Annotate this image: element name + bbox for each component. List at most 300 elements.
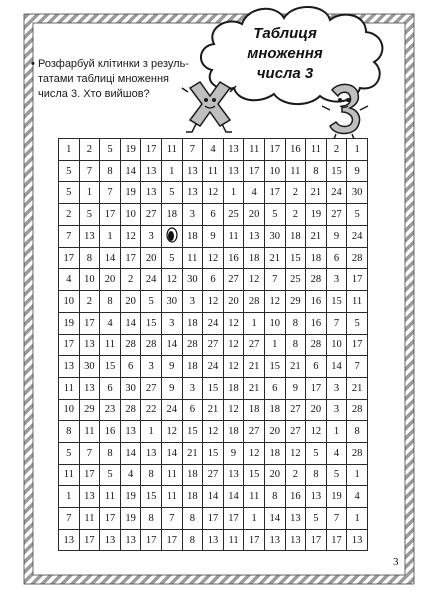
grid-cell[interactable]: 28 [120,399,141,421]
grid-cell[interactable]: 7 [182,139,203,161]
grid-cell[interactable]: 12 [223,356,244,378]
grid-cell[interactable]: 28 [306,269,327,291]
grid-cell[interactable]: 11 [100,486,121,508]
grid-cell[interactable]: 17 [306,377,327,399]
grid-cell[interactable]: 11 [161,464,182,486]
grid-cell[interactable]: 3 [141,356,162,378]
grid-cell[interactable]: 8 [306,160,327,182]
grid-cell[interactable]: 20 [100,269,121,291]
grid-cell[interactable]: 30 [79,356,100,378]
grid-cell[interactable]: 11 [161,486,182,508]
grid-cell[interactable]: 17 [161,529,182,551]
grid-cell[interactable]: 5 [264,204,285,226]
grid-cell[interactable]: 19 [120,508,141,530]
grid-cell[interactable]: 12 [203,247,224,269]
grid-cell[interactable]: 13 [306,486,327,508]
grid-cell[interactable]: 14 [120,160,141,182]
grid-cell[interactable]: 13 [244,225,265,247]
grid-cell[interactable]: 11 [347,291,368,313]
grid-cell[interactable]: 11 [223,529,244,551]
grid-cell[interactable]: 2 [285,204,306,226]
grid-cell[interactable]: 2 [326,139,347,161]
grid-cell[interactable]: 3 [326,377,347,399]
grid-cell[interactable]: 18 [182,464,203,486]
grid-cell[interactable]: 27 [223,269,244,291]
grid-cell[interactable]: 13 [141,182,162,204]
grid-cell[interactable]: 12 [244,269,265,291]
grid-cell[interactable]: 2 [59,204,80,226]
grid-cell[interactable]: 4 [100,312,121,334]
grid-cell[interactable]: 16 [306,291,327,313]
grid-cell[interactable]: 28 [141,334,162,356]
grid-cell[interactable]: 4 [347,486,368,508]
grid-cell[interactable]: 18 [285,225,306,247]
grid-cell[interactable]: 20 [306,399,327,421]
grid-cell[interactable]: 19 [326,486,347,508]
grid-cell[interactable]: 13 [59,356,80,378]
grid-cell[interactable]: 21 [182,442,203,464]
grid-cell[interactable]: 14 [203,486,224,508]
grid-cell[interactable]: 9 [347,160,368,182]
grid-cell[interactable]: 15 [100,356,121,378]
grid-cell[interactable]: 12 [203,182,224,204]
grid-cell[interactable]: 10 [264,160,285,182]
grid-cell[interactable]: 13 [59,529,80,551]
grid-cell[interactable]: 10 [264,312,285,334]
grid-cell[interactable]: 1 [141,421,162,443]
grid-cell[interactable]: 14 [223,486,244,508]
grid-cell[interactable]: 9 [161,356,182,378]
grid-cell[interactable]: 14 [120,312,141,334]
grid-cell[interactable]: 1 [223,182,244,204]
grid-cell[interactable]: 3 [326,269,347,291]
grid-cell[interactable]: 20 [223,291,244,313]
grid-cell[interactable]: 3 [161,312,182,334]
grid-cell[interactable]: 22 [141,399,162,421]
grid-cell[interactable]: 8 [100,291,121,313]
grid-cell[interactable]: 1 [326,421,347,443]
grid-cell[interactable]: 5 [326,464,347,486]
grid-cell[interactable]: 16 [223,247,244,269]
grid-cell[interactable]: 15 [141,312,162,334]
grid-cell[interactable]: 20 [141,247,162,269]
grid-cell[interactable]: 18 [244,399,265,421]
grid-cell[interactable]: 7 [59,508,80,530]
grid-cell[interactable]: 18 [244,247,265,269]
grid-cell[interactable]: 11 [100,334,121,356]
grid-cell[interactable]: 24 [161,399,182,421]
grid-cell[interactable]: 24 [203,356,224,378]
grid-cell[interactable]: 27 [244,334,265,356]
grid-cell[interactable]: 8 [182,508,203,530]
grid-cell[interactable]: 14 [161,334,182,356]
grid-cell[interactable]: 7 [161,508,182,530]
grid-row [59,312,368,334]
grid-cell[interactable]: 12 [244,442,265,464]
grid-cell[interactable]: 15 [182,421,203,443]
grid-cell[interactable]: 13 [79,486,100,508]
grid-cell[interactable]: 17 [120,247,141,269]
grid-cell[interactable]: 1 [244,508,265,530]
grid-cell[interactable]: 1 [347,508,368,530]
grid-cell[interactable]: 23 [100,399,121,421]
grid-cell[interactable]: 30 [182,269,203,291]
grid-cell[interactable]: 6 [100,377,121,399]
grid-cell[interactable]: 11 [79,508,100,530]
grid-cell[interactable]: 4 [326,442,347,464]
grid-cell[interactable]: 13 [120,529,141,551]
grid-cell[interactable]: 13 [203,529,224,551]
grid-row [59,334,368,356]
grid-cell[interactable]: 3 [141,225,162,247]
grid-cell[interactable]: 11 [161,139,182,161]
grid-cell[interactable]: 6 [203,269,224,291]
grid-cell[interactable]: 13 [79,377,100,399]
grid-cell[interactable]: 13 [141,442,162,464]
grid-cell[interactable]: 13 [79,225,100,247]
grid-cell[interactable]: 18 [264,442,285,464]
grid-row [59,225,368,247]
grid-cell[interactable]: 29 [285,291,306,313]
grid-cell[interactable]: 17 [264,139,285,161]
grid-cell[interactable]: 2 [285,464,306,486]
grid-cell[interactable]: 5 [306,508,327,530]
grid-cell[interactable]: 7 [347,356,368,378]
grid-cell[interactable]: 1 [347,464,368,486]
grid-cell[interactable]: 8 [100,160,121,182]
grid-cell[interactable]: 13 [79,334,100,356]
grid-cell[interactable]: 12 [285,442,306,464]
grid-cell[interactable]: 9 [203,225,224,247]
grid-cell[interactable]: 13 [285,508,306,530]
grid-row [59,529,368,551]
grid-cell[interactable]: 10 [326,334,347,356]
grid-cell[interactable]: 12 [306,421,327,443]
grid-cell[interactable]: 5 [161,247,182,269]
grid-cell[interactable]: 8 [79,247,100,269]
grid-cell[interactable]: 20 [264,421,285,443]
grid-cell[interactable]: 24 [326,182,347,204]
grid-cell[interactable]: 5 [100,139,121,161]
grid-cell[interactable]: 20 [120,291,141,313]
grid-cell[interactable]: 7 [59,225,80,247]
grid-cell[interactable]: 6 [326,247,347,269]
grid-cell[interactable]: 27 [326,204,347,226]
grid-cell[interactable]: 7 [326,312,347,334]
grid-cell[interactable]: 27 [141,204,162,226]
grid-cell[interactable]: 17 [326,529,347,551]
grid-cell[interactable]: 5 [100,464,121,486]
grid-cell[interactable]: 18 [182,356,203,378]
grid-cell[interactable]: 15 [141,486,162,508]
grid-cell[interactable]: 21 [264,247,285,269]
grid-cell[interactable]: 3 [182,291,203,313]
grid-cell[interactable]: 30 [264,225,285,247]
grid-cell[interactable]: 4 [244,182,265,204]
grid-cell[interactable]: 1 [347,139,368,161]
grid-cell[interactable]: 17 [244,160,265,182]
grid-cell[interactable]: 17 [79,464,100,486]
grid-cell[interactable]: 5 [141,291,162,313]
grid-cell[interactable]: 28 [182,334,203,356]
grid-cell[interactable]: 13 [264,529,285,551]
grid-cell[interactable]: 2 [120,269,141,291]
grid-cell[interactable]: 8 [285,334,306,356]
grid-cell[interactable]: 14 [264,508,285,530]
grid-cell[interactable]: 21 [306,225,327,247]
grid-cell[interactable]: 18 [264,399,285,421]
grid-cell[interactable]: 11 [244,486,265,508]
grid-cell[interactable]: 8 [264,486,285,508]
grid-cell[interactable]: 1 [161,160,182,182]
eye-icon[interactable] [161,225,182,247]
grid-cell[interactable]: 17 [59,334,80,356]
grid-cell[interactable]: 28 [306,334,327,356]
grid-cell[interactable]: 3 [182,377,203,399]
grid-cell[interactable]: 6 [264,377,285,399]
grid-cell[interactable]: 13 [120,421,141,443]
grid-cell[interactable]: 13 [182,182,203,204]
grid-cell[interactable]: 13 [141,160,162,182]
grid-cell[interactable]: 17 [223,508,244,530]
grid-row [59,486,368,508]
grid-cell[interactable]: 17 [347,269,368,291]
grid-cell[interactable]: 17 [100,204,121,226]
grid-cell[interactable]: 11 [59,377,80,399]
grid-cell[interactable]: 14 [326,356,347,378]
grid-cell[interactable]: 27 [244,421,265,443]
grid-cell[interactable]: 27 [285,421,306,443]
grid-cell[interactable]: 15 [244,464,265,486]
grid-cell[interactable]: 19 [120,182,141,204]
grid-cell[interactable]: 15 [264,356,285,378]
grid-cell[interactable]: 4 [120,464,141,486]
grid-cell[interactable]: 5 [59,182,80,204]
grid-cell[interactable]: 12 [161,421,182,443]
grid-cell[interactable]: 15 [285,247,306,269]
grid-cell[interactable]: 20 [264,464,285,486]
grid-cell[interactable]: 27 [285,399,306,421]
grid-cell[interactable]: 13 [285,529,306,551]
grid-cell[interactable]: 8 [285,312,306,334]
grid-cell[interactable]: 13 [347,529,368,551]
grid-cell[interactable]: 17 [79,312,100,334]
grid-cell[interactable]: 17 [244,529,265,551]
grid-cell[interactable]: 18 [182,225,203,247]
grid-cell[interactable]: 17 [59,247,80,269]
grid-cell[interactable]: 6 [203,204,224,226]
grid-cell[interactable]: 8 [59,421,80,443]
grid-cell[interactable]: 21 [347,377,368,399]
grid-cell[interactable]: 13 [223,160,244,182]
grid-cell[interactable]: 30 [120,377,141,399]
grid-cell[interactable]: 21 [244,377,265,399]
grid-cell[interactable]: 11 [182,247,203,269]
grid-cell[interactable]: 18 [223,421,244,443]
grid-cell[interactable]: 14 [100,247,121,269]
grid-cell[interactable]: 12 [223,399,244,421]
grid-cell[interactable]: 15 [203,442,224,464]
grid-cell[interactable]: 7 [264,269,285,291]
grid-cell[interactable]: 4 [203,139,224,161]
grid-cell[interactable]: 11 [244,139,265,161]
grid-cell[interactable]: 5 [347,312,368,334]
grid-cell[interactable]: 8 [347,421,368,443]
grid-cell[interactable]: 19 [120,139,141,161]
grid-cell[interactable]: 1 [59,486,80,508]
grid-cell[interactable]: 17 [79,529,100,551]
grid-cell[interactable]: 11 [59,464,80,486]
grid-cell[interactable]: 11 [285,160,306,182]
grid-cell[interactable]: 19 [120,486,141,508]
grid-cell[interactable]: 5 [306,442,327,464]
grid-cell[interactable]: 15 [326,291,347,313]
grid-cell[interactable]: 8 [182,529,203,551]
grid-cell[interactable]: 10 [59,399,80,421]
grid-cell[interactable]: 17 [347,334,368,356]
grid-cell[interactable]: 16 [100,421,121,443]
grid-cell[interactable]: 7 [79,160,100,182]
grid-cell[interactable]: 11 [306,139,327,161]
grid-cell[interactable]: 21 [306,182,327,204]
grid-cell[interactable]: 5 [59,160,80,182]
grid-cell[interactable]: 18 [182,312,203,334]
grid-cell[interactable]: 9 [161,377,182,399]
grid-row [59,247,368,269]
grid-cell[interactable]: 17 [141,529,162,551]
grid-cell[interactable]: 3 [182,204,203,226]
grid-cell[interactable]: 16 [285,486,306,508]
grid-cell[interactable]: 5 [347,204,368,226]
grid-cell[interactable]: 18 [182,486,203,508]
grid-cell[interactable]: 24 [141,269,162,291]
grid-cell[interactable]: 7 [326,508,347,530]
grid-cell[interactable]: 18 [161,204,182,226]
number-grid [58,138,368,551]
grid-cell[interactable]: 17 [264,182,285,204]
grid-cell[interactable]: 13 [223,464,244,486]
grid-cell[interactable]: 11 [203,160,224,182]
grid-cell[interactable]: 2 [79,291,100,313]
grid-cell[interactable]: 27 [203,464,224,486]
grid-cell[interactable]: 2 [285,182,306,204]
grid-cell[interactable]: 28 [120,334,141,356]
grid-cell[interactable]: 25 [223,204,244,226]
grid-cell[interactable]: 14 [120,442,141,464]
grid-cell[interactable]: 28 [347,399,368,421]
grid-cell[interactable]: 30 [347,182,368,204]
grid-cell[interactable]: 27 [203,334,224,356]
grid-cell[interactable]: 7 [100,182,121,204]
grid-cell[interactable]: 1 [100,225,121,247]
grid-cell[interactable]: 27 [141,377,162,399]
grid-cell[interactable]: 12 [161,269,182,291]
grid-cell[interactable]: 10 [59,291,80,313]
grid-cell[interactable]: 12 [203,291,224,313]
grid-cell[interactable]: 28 [244,291,265,313]
grid-cell[interactable]: 14 [161,442,182,464]
grid-cell[interactable]: 5 [79,204,100,226]
grid-cell[interactable]: 12 [223,312,244,334]
grid-cell[interactable]: 1 [244,312,265,334]
grid-cell[interactable]: 17 [100,508,121,530]
grid-cell[interactable]: 8 [306,464,327,486]
grid-cell[interactable]: 25 [285,269,306,291]
grid-cell[interactable]: 21 [203,399,224,421]
grid-cell[interactable]: 10 [79,269,100,291]
grid-cell[interactable]: 10 [120,204,141,226]
grid-cell[interactable]: 1 [59,139,80,161]
grid-cell[interactable]: 12 [120,225,141,247]
grid-cell[interactable]: 7 [79,442,100,464]
grid-cell[interactable]: 19 [59,312,80,334]
grid-cell[interactable]: 12 [203,421,224,443]
grid-cell[interactable]: 3 [326,399,347,421]
grid-cell[interactable]: 11 [223,225,244,247]
grid-cell[interactable]: 28 [347,442,368,464]
grid-cell[interactable]: 29 [79,399,100,421]
grid-cell[interactable]: 1 [264,334,285,356]
grid-cell[interactable]: 20 [244,204,265,226]
grid-cell[interactable]: 17 [203,508,224,530]
grid-cell[interactable]: 15 [203,377,224,399]
grid-cell[interactable]: 18 [223,377,244,399]
grid-cell[interactable]: 5 [59,442,80,464]
grid-cell[interactable]: 4 [59,269,80,291]
grid-cell[interactable]: 17 [306,529,327,551]
grid-cell[interactable]: 6 [182,399,203,421]
grid-cell[interactable]: 12 [264,291,285,313]
grid-cell[interactable]: 8 [141,508,162,530]
grid-cell[interactable]: 1 [79,182,100,204]
grid-cell[interactable]: 11 [79,421,100,443]
grid-cell[interactable]: 5 [161,182,182,204]
grid-cell[interactable]: 9 [326,225,347,247]
grid-cell[interactable]: 8 [100,442,121,464]
grid-cell[interactable]: 2 [79,139,100,161]
grid-row [59,139,368,161]
grid-cell[interactable]: 9 [285,377,306,399]
grid-cell[interactable]: 15 [326,160,347,182]
multiplication-cross-mascot-icon [178,78,240,136]
grid-cell[interactable]: 13 [182,160,203,182]
grid-cell[interactable]: 21 [285,356,306,378]
grid-cell[interactable]: 13 [100,529,121,551]
grid-row [59,508,368,530]
number-three-mascot-icon [318,80,370,140]
grid-cell[interactable]: 12 [223,334,244,356]
grid-row [59,377,368,399]
grid-cell[interactable]: 18 [306,247,327,269]
grid-cell[interactable]: 24 [203,312,224,334]
grid-cell[interactable]: 24 [347,225,368,247]
grid-cell[interactable]: 13 [223,139,244,161]
grid-cell[interactable]: 17 [141,139,162,161]
grid-row [59,291,368,313]
grid-cell[interactable]: 16 [306,312,327,334]
grid-row [59,160,368,182]
grid-cell[interactable]: 6 [306,356,327,378]
grid-cell[interactable]: 28 [347,247,368,269]
grid-row [59,399,368,421]
grid-cell[interactable]: 19 [306,204,327,226]
grid-cell[interactable]: 30 [161,291,182,313]
grid-cell[interactable]: 21 [244,356,265,378]
grid-cell[interactable]: 8 [141,464,162,486]
grid-cell[interactable]: 6 [120,356,141,378]
grid-cell[interactable]: 9 [223,442,244,464]
grid-cell[interactable]: 16 [285,139,306,161]
